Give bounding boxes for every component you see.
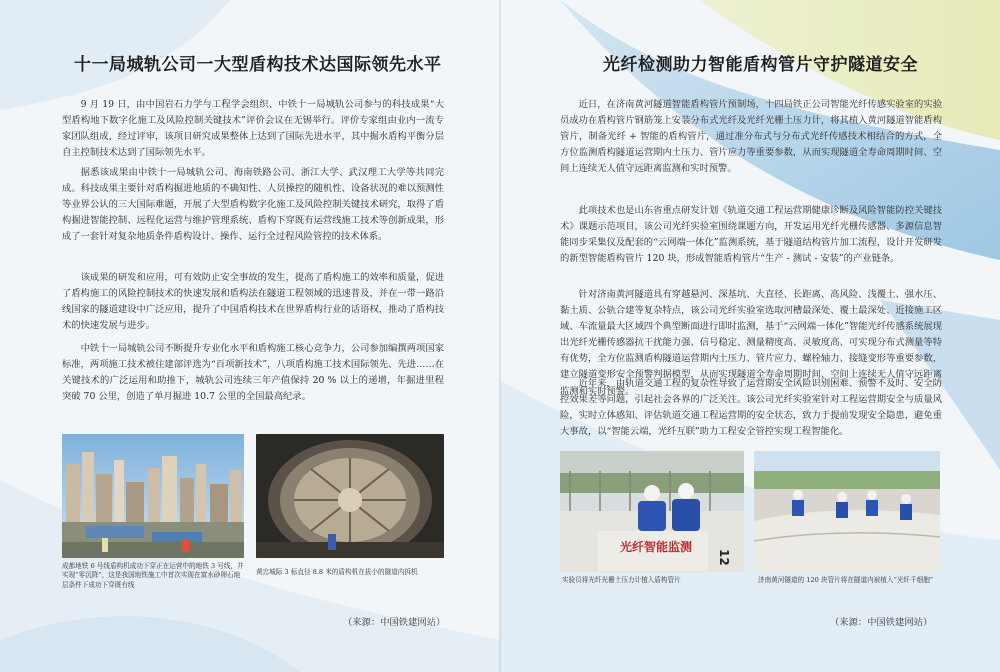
right-source: （来源：中国铁建网站） [830,617,933,628]
left-paragraph-4: 中铁十一局城轨公司不断提升专业化水平和盾构施工核心竞争力，公司参加编撰两项国家标准，两项施工技术被住建部评选为“百项新技术”，八项盾构施工技术国际领先、先进……在关键技术的广泛运用和助推下，城轨公司连续三年产值保持 20 % 以上的递增，年掘进里程突破 70 公里，创造了单月掘进 10.7 公里的全国最高纪录。 [62,343,444,403]
left-source: （来源：中国铁建网站） [343,617,446,628]
segment-number: 12 [717,549,731,566]
right-page [500,0,1000,672]
stamp-text: 光纤智能监测 [620,540,693,554]
left-paragraph-2: 据悉该成果由中铁十一局城轨公司、海南铁路公司、浙江大学、武汉理工大学等共同完成。科技成果主要针对盾构掘进地质的不确知性、人员操控的随机性、设备状况的难以预测性等业界公认的三大国际难题，开展了大型盾构数字化施工及风险控制关键技术研究，取得了盾构掘进智能控制、远程化运营与维护管理系统、盾构下穿既有运营线施工技术等创新成果，形成了一套针对复杂地质条件盾构设计、操作、运行全过程风险管控的技术体系。 [62,167,444,243]
right-paragraph-3: 针对济南黄河隧道具有穿越悬河、深基坑、大直径、长距离、高风险、浅覆土、强水压、黏土质、公轨合建等复杂特点，该公司光纤实验室选取河槽最深处、覆土最深处、近接施工区域、车流量最大区域四个典型断面进行即时监测，基于“云网端一体化”智能光纤传感系统展现出光纤光栅传感器抗干扰能力强、信号稳定、测量精度高、灵敏度高、可实现分布式测量等特有优势，全方位监测盾构隧道运营期内土压力、管片应力、螺栓轴力、接缝变形等重要参数，建立隧道变形安全预警判据模型，从而实现隧道全寿命周期时间、空间上连续无人值守远距离监测和实时预警。 [560,289,942,397]
left-photo-1-caption: 成都地铁 6 号线盾构机成功下穿正在运营中的地铁 3 号线，并实现“零沉降”，这是我国地铁施工中首次实现在富水砂卵石地层条件下成功下穿既有线 [62,562,244,589]
left-paragraph-1: 9 月 19 日，由中国岩石力学与工程学会组织、中铁十一局城轨公司参与的科技成果“大型盾构地下数字化施工及风险控制关键技术”评价会议在无锡举行。评价专家组由业内一流专家团队组成，经过评审，该项目研究成果整体上达到了国际先进水平，其中掘水盾构平衡分层自主控制技术达到了国际领先水平。 [62,99,444,159]
right-photo-1-caption: 实验员将光纤光栅土压力计植入盾构管片 [562,576,681,584]
right-article-title: 光纤检测助力智能盾构管片守护隧道安全 [603,55,918,75]
left-article-title: 十一局城轨公司一大型盾构技术达国际领先水平 [74,55,442,75]
right-paragraph-2: 此项技术也是山东省重点研发计划《轨道交通工程运营期健康诊断及风险智能防控关键技术》课题示范项目，该公司光纤实验室围绕课题方向，开发运用光纤光栅传感器、多源信息智能同步采集仪及配套的“云网端一体化”监测系统，基于隧道结构管片加工流程，设计开发研发的新型智能盾构管片 120 块，形成智能盾构管片“生产 - 测试 - 安装”的产业链条。 [560,205,942,265]
right-paragraph-4: 近年来，由轨道交通工程的复杂性导致了运营期安全风险识别困难、预警不及时、安全防控效果差等问题，引起社会各界的广泛关注。该公司光纤实验室针对工程运营期安全与质量风险，实时立体感知、评估轨道交通工程运营期的安全状态，致力于提前发现安全隐患，避免重大事故，以“智能云端，光纤互联”助力工程安全管控实现工程智能化。 [560,378,942,438]
right-photo-2-caption: 济南黄河隧道的 120 块管片将在隧道内被植入“光纤千细胞” [758,576,934,584]
left-paragraph-3: 该成果的研发和应用，可有效防止安全事故的发生，提高了盾构施工的效率和质量，促进了盾构施工的风险控制技术的快速发展和盾构法在隧道工程领域的迅速普及，并在一带一路沿线国家的隧道建设中广泛应用，提升了中国盾构技术在世界盾构行业的话语权，推动了盾构技术的快速发展与进步。 [62,272,444,332]
left-photo-2-caption: 黄忠城际 3 标直径 8.8 米的盾构机在拔小的隧道内拆机 [256,568,418,576]
right-paragraph-1: 近日，在济南黄河隧道智能盾构管片预制场，十四局铁正公司智能光纤传感实验室的实验员成功在盾构管片钢筋笼上安装分布式光纤及光纤光栅土压力计，将其植入黄河隧道智能盾构管片，制备光纤 + 智能的盾构管片，通过准分布式与分布式光纤传感技术相结合的方式，全方位监测盾构隧道运营期内土压力、管片应力等重要参数，从而实现隧道全寿命周期时间、空间上连续无人值守远距离监测和实时预警。 [560,99,942,175]
